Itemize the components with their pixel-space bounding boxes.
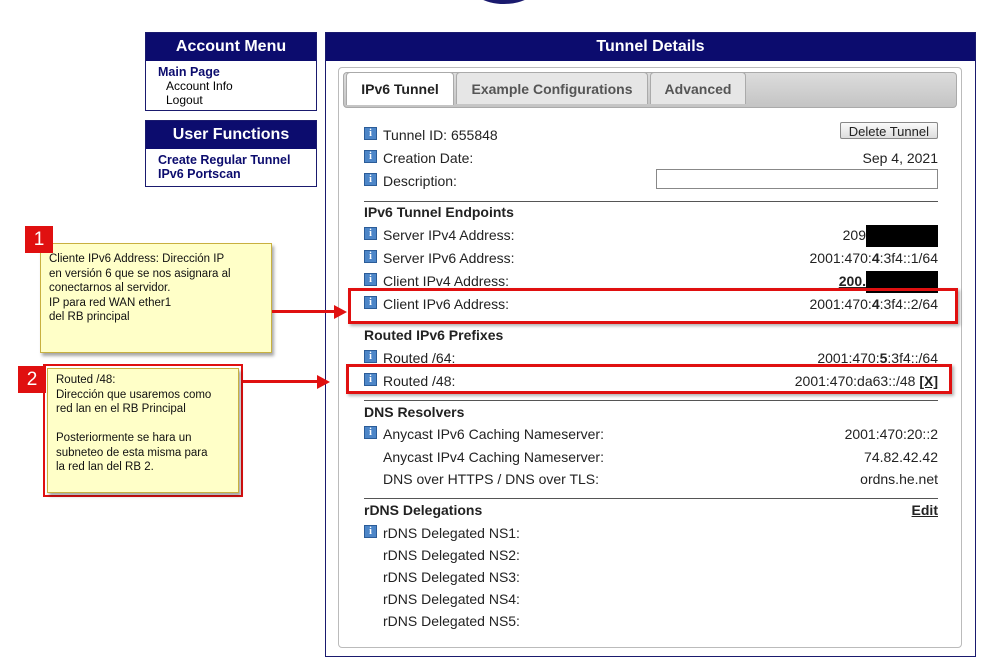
- note2-line: Posteriormente se hara un: [56, 432, 192, 444]
- client-ipv4-value: 200.: [838, 273, 866, 289]
- description-label: Description:: [383, 173, 457, 189]
- annotation-number-2: 2: [18, 366, 46, 393]
- annotation-arrow-1: [272, 310, 336, 313]
- tunnel-id-label: Tunnel ID: 655848: [383, 127, 498, 143]
- note1-line: del RB principal: [49, 311, 130, 323]
- tunnel-details-title: Tunnel Details: [326, 33, 975, 61]
- endpoints-heading: IPv6 Tunnel Endpoints: [364, 204, 514, 220]
- tunnel-id-row: [364, 125, 938, 145]
- redaction-box: [866, 225, 938, 247]
- annotation-arrowhead-1: [334, 305, 347, 319]
- anycast-v6-row: [364, 424, 938, 444]
- routed64-label: Routed /64:: [383, 350, 456, 366]
- creation-date-value: Sep 4, 2021: [862, 150, 938, 166]
- rdns-edit-link[interactable]: Edit: [911, 502, 938, 518]
- delete-tunnel-button[interactable]: Delete Tunnel: [840, 122, 938, 139]
- anycast-v4-row: [364, 447, 938, 467]
- doh-label: DNS over HTTPS / DNS over TLS:: [383, 471, 600, 487]
- divider: [364, 498, 938, 499]
- anycast-v6-value: 2001:470:20::2: [844, 426, 938, 442]
- info-icon: i: [364, 525, 377, 538]
- info-icon: i: [364, 373, 377, 386]
- info-icon: i: [364, 150, 377, 163]
- rdns-ns5-row: [364, 611, 938, 631]
- server-ipv4-row: [364, 225, 938, 245]
- annotation-note-2: [47, 368, 239, 493]
- creation-date-row: [364, 148, 938, 168]
- rdns-heading-label: rDNS Delegations: [364, 502, 483, 518]
- tab-advanced[interactable]: Advanced: [650, 72, 746, 104]
- info-icon: i: [364, 350, 377, 363]
- info-icon: i: [364, 173, 377, 186]
- main-page-link[interactable]: Main Page: [158, 65, 220, 79]
- user-functions-title: User Functions: [146, 121, 316, 149]
- creation-date-label: Creation Date:: [383, 150, 474, 166]
- routed48-label: Routed /48:: [383, 373, 456, 389]
- routed48-highlight: [346, 364, 952, 394]
- remove-routed48-link[interactable]: [X]: [919, 373, 938, 389]
- description-input[interactable]: [656, 169, 938, 189]
- client-ipv6-highlight: [348, 288, 958, 324]
- note2-line: la red lan del RB 2.: [56, 461, 154, 473]
- client-ipv6-label: Client IPv6 Address:: [383, 296, 510, 312]
- rdns-ns2-label: rDNS Delegated NS2:: [383, 547, 520, 563]
- info-icon: i: [364, 273, 377, 286]
- tab-ipv6-tunnel[interactable]: IPv6 Tunnel: [346, 72, 454, 105]
- anycast-v4-value: 74.82.42.42: [864, 449, 938, 465]
- rdns-ns4-row: [364, 589, 938, 609]
- note2-line: Routed /48:: [56, 374, 116, 386]
- info-icon: i: [364, 250, 377, 263]
- routed48-value: 2001:470:da63::/48: [794, 373, 916, 389]
- note1-line: conectarnos al servidor.: [49, 282, 171, 294]
- anycast-v4-label: Anycast IPv4 Caching Nameserver:: [383, 449, 604, 465]
- logout-link[interactable]: Logout: [166, 93, 203, 107]
- server-ipv4-value: 209: [842, 227, 866, 243]
- dns-resolvers-heading: DNS Resolvers: [364, 404, 465, 420]
- info-icon: i: [364, 426, 377, 439]
- routed64-value: 2001:470:5:3f4::/64: [817, 350, 938, 366]
- rdns-ns5-label: rDNS Delegated NS5:: [383, 613, 520, 629]
- server-ipv6-value: 2001:470:4:3f4::1/64: [809, 250, 938, 266]
- server-ipv6-label: Server IPv6 Address:: [383, 250, 515, 266]
- tab-example-configurations[interactable]: Example Configurations: [456, 72, 648, 104]
- tunnel-panel: [338, 67, 962, 648]
- info-icon: i: [364, 296, 377, 309]
- info-icon: i: [364, 227, 377, 240]
- server-ipv6-row: [364, 248, 938, 268]
- note1-line: IP para red WAN ether1: [49, 296, 172, 309]
- rdns-ns4-label: rDNS Delegated NS4:: [383, 591, 520, 607]
- rdns-ns3-label: rDNS Delegated NS3:: [383, 569, 520, 585]
- anycast-v6-label: Anycast IPv6 Caching Nameserver:: [383, 426, 604, 442]
- note2-line: subneteo de esta misma para: [56, 446, 208, 459]
- doh-value: ordns.he.net: [860, 471, 938, 487]
- note2-line: red lan en el RB Principal: [56, 403, 186, 415]
- client-ipv6-value: 2001:470:4:3f4::2/64: [809, 296, 938, 312]
- routed-prefixes-heading: Routed IPv6 Prefixes: [364, 327, 504, 343]
- ipv6-portscan-link[interactable]: IPv6 Portscan: [158, 167, 241, 181]
- rdns-ns1-row: [364, 523, 938, 543]
- rdns-ns1-label: rDNS Delegated NS1:: [383, 525, 520, 541]
- description-row: [364, 171, 938, 191]
- server-ipv4-label: Server IPv4 Address:: [383, 227, 515, 243]
- note1-line: en versión 6 que se nos asignara al: [49, 267, 231, 280]
- annotation-arrow-2: [243, 380, 319, 383]
- note2-line: Dirección que usaremos como: [56, 388, 212, 401]
- client-ipv4-label: Client IPv4 Address:: [383, 273, 510, 289]
- create-tunnel-link[interactable]: Create Regular Tunnel: [158, 153, 291, 167]
- annotation-note-1: [40, 243, 272, 353]
- divider: [364, 400, 938, 401]
- rdns-ns3-row: [364, 567, 938, 587]
- info-icon: i: [364, 127, 377, 140]
- account-info-link[interactable]: Account Info: [166, 79, 233, 93]
- note1-line: Cliente IPv6 Address: Dirección IP: [49, 253, 225, 265]
- rdns-heading: [364, 500, 938, 520]
- account-menu-title: Account Menu: [146, 33, 316, 61]
- rdns-ns2-row: [364, 545, 938, 565]
- doh-row: [364, 469, 938, 489]
- he-logo: [468, 0, 540, 4]
- note2-line: [56, 417, 230, 432]
- annotation-number-1: 1: [25, 226, 53, 253]
- user-functions-box: [145, 120, 317, 187]
- account-menu-box: [145, 32, 317, 111]
- annotation-arrowhead-2: [317, 375, 330, 389]
